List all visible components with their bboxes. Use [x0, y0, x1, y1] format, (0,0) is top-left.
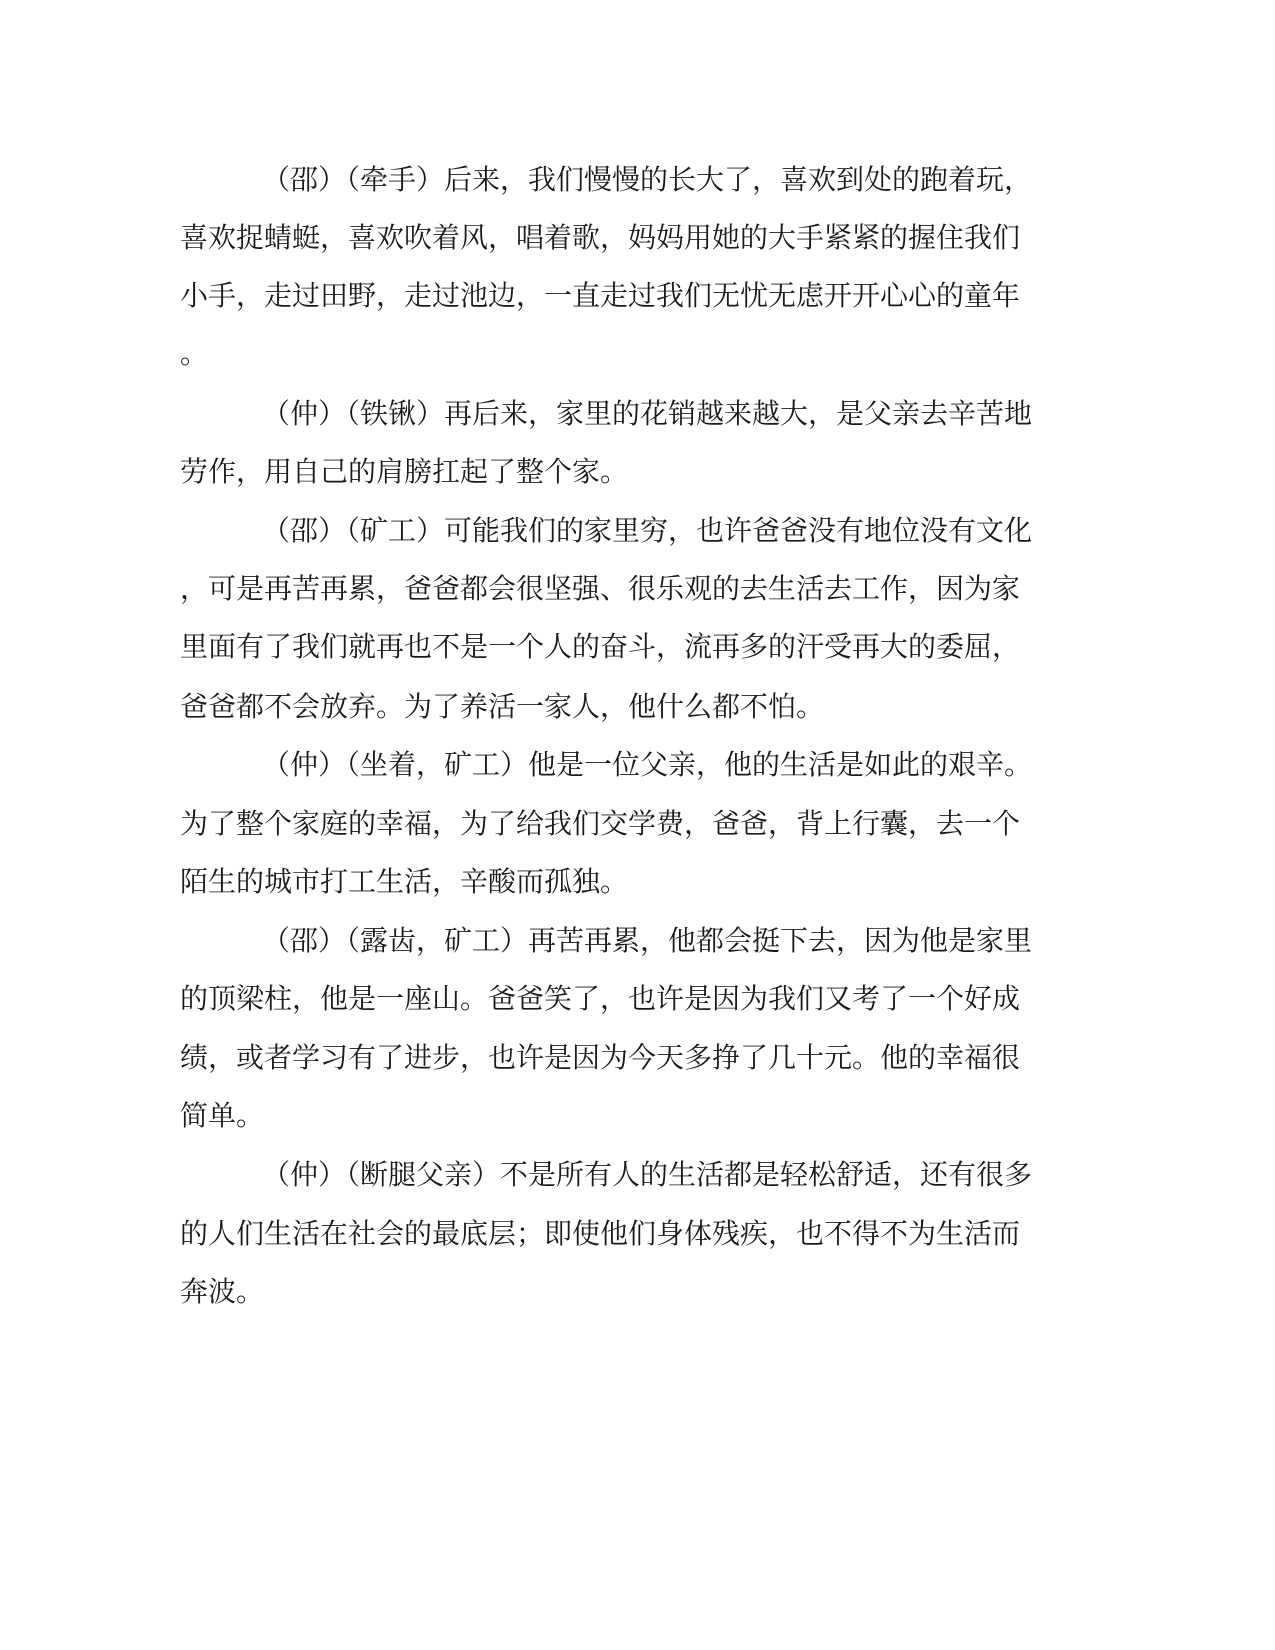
paragraph-5-line-4: 简单。 — [180, 1099, 265, 1132]
paragraph-2-line-1: （仲）（铁锹）再后来，家里的花销越来越大，是父亲去辛苦地 — [262, 397, 1033, 430]
paragraph-1-line-3: 小手，走过田野，走过池边，一直走过我们无忧无虑开开心心的童年 — [180, 279, 1021, 312]
paragraph-3-line-1: （邵）（矿工）可能我们的家里穷，也许爸爸没有地位没有文化 — [262, 514, 1033, 547]
paragraph-6-line-1: （仲）（断腿父亲）不是所有人的生活都是轻松舒适，还有很多 — [262, 1158, 1033, 1191]
paragraph-1-line-1: （邵）（牵手）后来，我们慢慢的长大了，喜欢到处的跑着玩， — [262, 163, 1033, 196]
paragraph-1-line-4: 。 — [180, 337, 209, 370]
paragraph-6-line-2: 的人们生活在社会的最底层；即使他们身体残疾，也不得不为生活而 — [180, 1217, 1021, 1250]
paragraph-3-line-4: 爸爸都不会放弃。为了养活一家人，他什么都不怕。 — [180, 690, 825, 723]
paragraph-6-line-3: 奔波。 — [180, 1275, 265, 1308]
paragraph-4-line-1: （仲）（坐着，矿工）他是一位父亲，他的生活是如此的艰辛。 — [262, 748, 1033, 781]
paragraph-5-line-1: （邵）（露齿，矿工）再苦再累，他都会挺下去，因为他是家里 — [262, 924, 1033, 957]
paragraph-4-line-3: 陌生的城市打工生活，辛酸而孤独。 — [180, 865, 629, 898]
paragraph-3-line-3: 里面有了我们就再也不是一个人的奋斗，流再多的汗受再大的委屈， — [180, 630, 1021, 663]
paragraph-2-line-2: 劳作，用自己的肩膀扛起了整个家。 — [180, 455, 629, 488]
paragraph-5-line-2: 的顶梁柱，他是一座山。爸爸笑了，也许是因为我们又考了一个好成 — [180, 982, 1021, 1015]
paragraph-5-line-3: 绩，或者学习有了进步，也许是因为今天多挣了几十元。他的幸福很 — [180, 1041, 1021, 1074]
paragraph-1-line-2: 喜欢捉蜻蜓，喜欢吹着风，唱着歌，妈妈用她的大手紧紧的握住我们 — [180, 221, 1021, 254]
paragraph-4-line-2: 为了整个家庭的幸福，为了给我们交学费，爸爸，背上行囊，去一个 — [180, 807, 1021, 840]
paragraph-3-line-2: ，可是再苦再累，爸爸都会很坚强、很乐观的去生活去工作，因为家 — [180, 572, 1021, 605]
